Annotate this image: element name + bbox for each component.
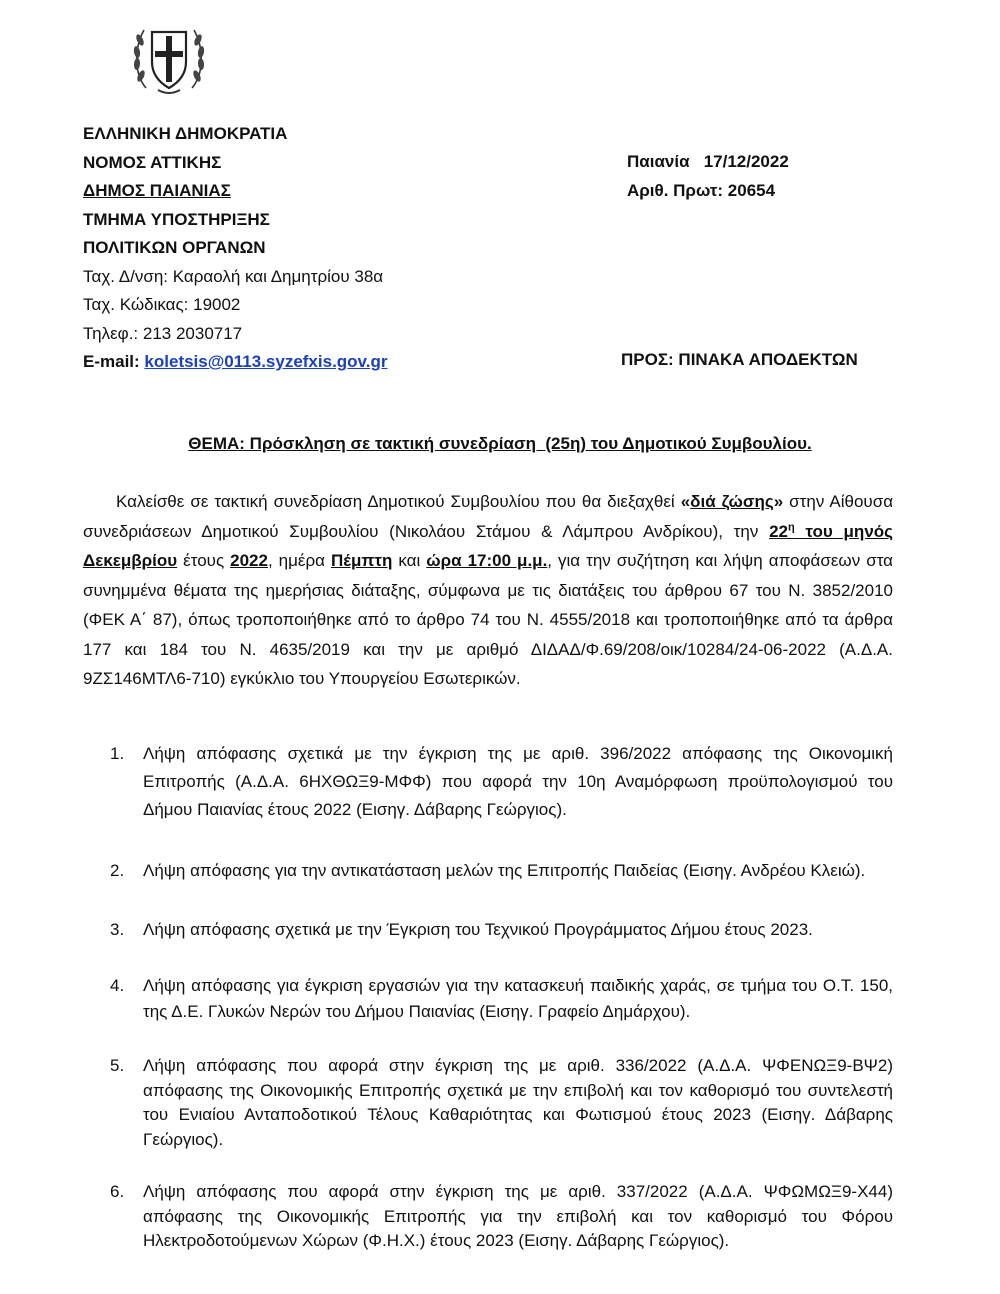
phone-number: Τηλεφ.: 213 2030717 xyxy=(83,323,243,343)
agenda-item-number: 4. xyxy=(110,976,125,995)
quote-open: « xyxy=(680,492,691,511)
agenda-list xyxy=(110,740,893,1254)
invitation-paragraph xyxy=(83,487,893,694)
agenda-item-text: Λήψη απόφασης σχετικά με την Έγκριση του Τεχνικού Προγράμματος Δήμου έτους 2023. xyxy=(143,920,813,939)
agenda-item xyxy=(110,1054,893,1152)
intro-text: Καλείσθε σε τακτική συνεδρίαση Δημοτικού Συμβουλίου που θα διεξαχθεί xyxy=(116,492,681,511)
agenda-item-number: 2. xyxy=(110,861,125,880)
recipients-line: ΠΡΟΣ: ΠΙΝΑΚΑ ΑΠΟΔΕΚΤΩΝ xyxy=(621,350,858,369)
agenda-item-number: 5. xyxy=(110,1056,125,1075)
agenda-item xyxy=(110,916,893,944)
meeting-day: 22 xyxy=(769,521,788,541)
place-date: Παιανία 17/12/2022 xyxy=(627,152,789,171)
issuer-block xyxy=(83,120,603,377)
protocol-number: Αριθ. Πρωτ: 20654 xyxy=(627,180,776,200)
agenda-item-text: Λήψη απόφασης για την αντικατάσταση μελών της Επιτροπής Παιδείας (Εισηγ. Ανδρέου Κλειώ). xyxy=(143,861,866,880)
agenda-item xyxy=(110,740,893,824)
agenda-item-number: 3. xyxy=(110,920,125,939)
postal-address: Ταχ. Δ/νση: Καραολή και Δημητρίου 38α xyxy=(83,266,384,286)
meeting-year: 2022 xyxy=(230,551,268,570)
agenda-item xyxy=(110,857,893,885)
agenda-item-text: Λήψη απόφασης που αφορά στην έγκριση της με αριθ. 336/2022 (Α.Δ.Α. ΨΦΕΝΩΞ9-ΒΨ2) απόφασης της Οικονομικής Επιτροπής σχετικά με την επιβολή και τον καθορισμό του συντελεστή του Ενιαίου Ανταποδοτικού Τέλους Καθαριότητας και Φωτισμού έτους 2023 (Εισηγ. Δάβαρης Γεώργιος). xyxy=(143,1056,893,1149)
meeting-mode: διά ζώσης xyxy=(690,492,774,511)
meeting-month: του μηνός Δεκεμβρίου xyxy=(83,521,893,570)
department-name-line1: ΤΜΗΜΑ ΥΠΟΣΤΗΡΙΞΗΣ xyxy=(83,209,270,229)
prefecture-name: ΝΟΜΟΣ ΑΤΤΙΚΗΣ xyxy=(83,152,222,172)
meeting-weekday: Πέμπτη xyxy=(331,551,393,570)
email-link[interactable]: koletsis@0113.syzefxis.gov.gr xyxy=(144,352,388,371)
agenda-item xyxy=(110,1180,893,1254)
reference-block xyxy=(627,148,927,205)
agenda-item-text: Λήψη απόφασης για έγκριση εργασιών για την κατασκευή παιδικής χαράς, σε τμήμα του Ο.Τ. 150, της Δ.Ε. Γλυκών Νερών του Δήμου Παιανίας (Εισηγ. Γραφείο Δημάρχου). xyxy=(143,976,893,1021)
country-name: ΕΛΛΗΝΙΚΗ ΔΗΜΟΚΡΑΤΙΑ xyxy=(83,124,288,143)
department-name-line2: ΠΟΛΙΤΙΚΩΝ ΟΡΓΑΝΩΝ xyxy=(83,238,266,257)
meeting-time: ώρα 17:00 μ.μ. xyxy=(426,551,548,570)
agenda-item-number: 1. xyxy=(110,744,125,763)
postal-code: Ταχ. Κώδικας: 19002 xyxy=(83,295,241,314)
agenda-item xyxy=(110,973,893,1025)
intro-text: , ημέρα xyxy=(267,551,332,570)
intro-text: και xyxy=(392,551,427,570)
intro-text: στην Αίθουσα συνεδριάσεων Δημοτικού Συμβουλίου (Νικολάου Στάμου & Λάμπρου Ανδρίκου), την xyxy=(83,492,894,541)
email-line xyxy=(83,348,603,377)
agenda-item-number: 6. xyxy=(110,1182,125,1201)
intro-text: έτους xyxy=(177,551,231,570)
intro-text: , για την συζήτηση και λήψη αποφάσεων στα συνημμένα θέματα της ημερήσιας διάταξης, σύμφωνα με τις διατάξεις του άρθρου 67 του Ν. 3852/2010 (ΦΕΚ Α΄ 87), όπως τροποποιήθηκε από το άρθρο 74 του Ν. 4555/2018 και τροποποιήθηκε από τα άρθρα 177 και 184 του Ν. 4635/2019 και την με αριθμό ΔΙΔΑΔ/Φ.69/208/οικ/10284/24-06-2022 (Α.Δ.Α. 9ΖΣ146ΜΤΛ6-710) εγκύκλιο του Υπουργείου Εσωτερικών. xyxy=(83,551,893,688)
email-label: E-mail: xyxy=(83,352,140,371)
greek-emblem-icon xyxy=(132,18,206,96)
subject-heading: ΘΕΜΑ: Πρόσκληση σε τακτική συνεδρίαση (25η) του Δημοτικού Συμβουλίου. xyxy=(188,434,812,453)
municipality-name: ΔΗΜΟΣ ΠΑΙΑΝΙΑΣ xyxy=(83,181,231,200)
agenda-item-text: Λήψη απόφασης σχετικά με την έγκριση της με αριθ. 396/2022 απόφασης της Οικονομική Επιτροπής (Α.Δ.Α. 6ΗΧΘΩΞ9-ΜΦΦ) που αφορά την 10η Αναμόρφωση προϋπολογισμού του Δήμου Παιανίας έτους 2022 (Εισηγ. Δάβαρης Γεώργιος). xyxy=(143,744,893,819)
day-ordinal: η xyxy=(787,520,795,533)
agenda-item-text: Λήψη απόφασης που αφορά στην έγκριση της με αριθ. 337/2022 (Α.Δ.Α. ΨΦΩΜΩΞ9-Χ44) απόφασης της Οικονομικής Επιτροπής για την επιβολή και τον καθορισμό του Φόρου Ηλεκτροδοτούμενων Χώρων (Φ.Η.Χ.) έτους 2023 (Εισηγ. Δάβαρης Γεώργιος). xyxy=(143,1182,893,1250)
quote-close: » xyxy=(773,492,784,511)
